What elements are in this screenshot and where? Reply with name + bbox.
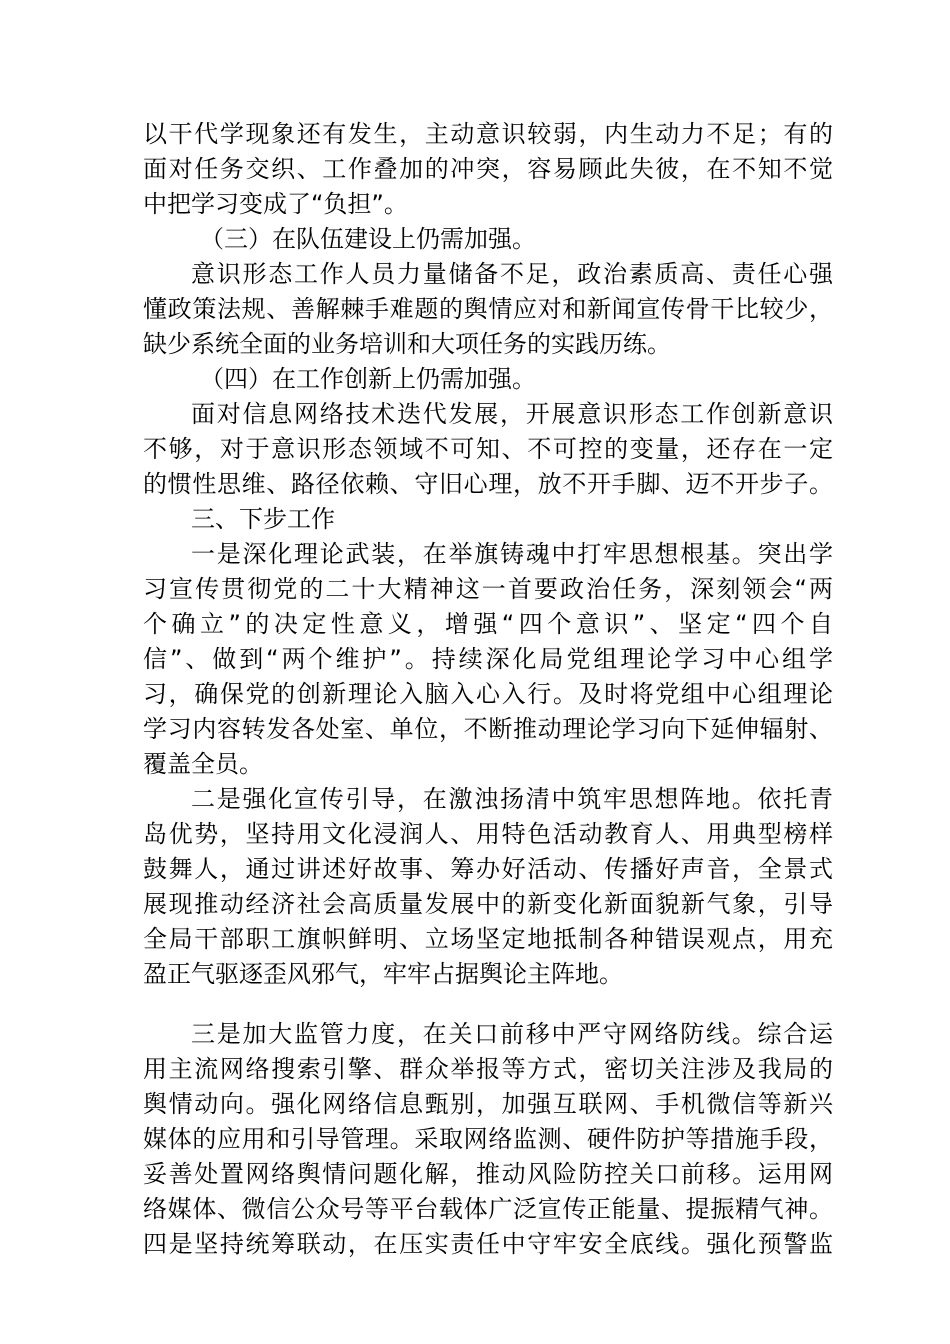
text-line: 覆盖全员。 <box>143 750 263 778</box>
text-line: 意识形态工作人员力量储备不足，政治素质高、责任心强 <box>191 260 833 288</box>
text-line: 用主流网络搜索引擎、群众举报等方式，密切关注涉及我局的 <box>143 1055 833 1083</box>
text-line: 的惯性思维、路径依赖、守旧心理，放不开手脚、迈不开步子。 <box>143 470 833 498</box>
text-line: 媒体的应用和引导管理。采取网络监测、硬件防护等措施手段， <box>143 1125 833 1153</box>
text-line: 中把学习变成了“负担”。 <box>143 190 408 218</box>
text-line: 络媒体、微信公众号等平台载体广泛宣传正能量、提振精气神。 <box>143 1195 833 1223</box>
text-line: 盈正气驱逐歪风邪气，牢牢占据舆论主阵地。 <box>143 960 623 988</box>
text-line: 舆情动向。强化网络信息甄别，加强互联网、手机微信等新兴 <box>143 1090 833 1118</box>
text-line: 学习内容转发各处室、单位，不断推动理论学习向下延伸辐射、 <box>143 715 833 743</box>
text-line: 展现推动经济社会高质量发展中的新变化新面貌新气象，引导 <box>143 890 833 918</box>
text-line: 面对信息网络技术迭代发展，开展意识形态工作创新意识 <box>191 400 833 428</box>
text-line: 缺少系统全面的业务培训和大项任务的实践历练。 <box>143 330 671 358</box>
text-line: 妥善处置网络舆情问题化解，推动风险防控关口前移。运用网 <box>143 1160 833 1188</box>
text-line: 三是加大监管力度，在关口前移中严守网络防线。综合运 <box>191 1020 833 1048</box>
section-heading: （三）在队伍建设上仍需加强。 <box>200 225 536 253</box>
text-line: 全局干部职工旗帜鲜明、立场坚定地抵制各种错误观点，用充 <box>143 925 833 953</box>
text-line: 懂政策法规、善解棘手难题的舆情应对和新闻宣传骨干比较少， <box>143 295 833 323</box>
section-heading: 三、下步工作 <box>191 505 335 533</box>
text-line: 鼓舞人，通过讲述好故事、筹办好活动、传播好声音，全景式 <box>143 855 833 883</box>
text-line: 四是坚持统筹联动，在压实责任中守牢安全底线。强化预警监 <box>143 1230 833 1258</box>
text-line: 不够，对于意识形态领域不可知、不可控的变量，还存在一定 <box>143 435 833 463</box>
text-line: 一是深化理论武装，在举旗铸魂中打牢思想根基。突出学 <box>191 540 833 568</box>
text-line: 以干代学现象还有发生，主动意识较弱，内生动力不足；有的 <box>143 120 833 148</box>
section-heading: （四）在工作创新上仍需加强。 <box>200 365 536 393</box>
text-line: 个确立”的决定性意义，增强“四个意识”、坚定“四个自 <box>143 610 833 638</box>
text-line: 习，确保党的创新理论入脑入心入行。及时将党组中心组理论 <box>143 680 833 708</box>
text-line: 信”、做到“两个维护”。持续深化局党组理论学习中心组学 <box>143 645 833 673</box>
text-line: 二是强化宣传引导，在激浊扬清中筑牢思想阵地。依托青 <box>191 785 833 813</box>
text-line: 面对任务交织、工作叠加的冲突，容易顾此失彼，在不知不觉 <box>143 155 833 183</box>
text-line: 习宣传贯彻党的二十大精神这一首要政治任务，深刻领会“两 <box>143 575 833 603</box>
text-line: 岛优势，坚持用文化浸润人、用特色活动教育人、用典型榜样 <box>143 820 833 848</box>
